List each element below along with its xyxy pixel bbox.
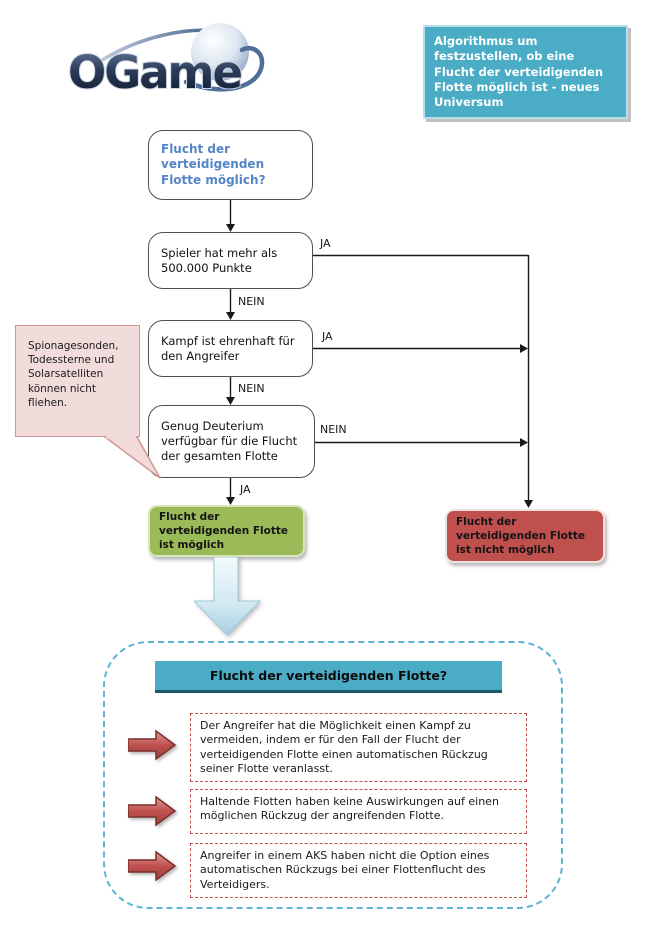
red-arrow-icon [128, 794, 178, 828]
edge-label-nein-3: NEIN [320, 423, 347, 436]
planet-ring-icon [58, 16, 283, 108]
edge-label-nein-2: NEIN [238, 382, 265, 395]
logo-text: OGame [68, 46, 241, 99]
big-down-arrow-icon [194, 557, 262, 637]
red-arrow-icon [128, 849, 178, 883]
bullet-item: Der Angreifer hat die Möglichkeit einen Kampf zu vermeiden, indem er für den Fall der Flucht der verteidigenden Flotte einen automatischen Rückzug seiner Flotte veranlasst. [190, 713, 527, 782]
bullet-item: Haltende Flotten haben keine Auswirkungen auf einen möglichen Rückzug der angreifenden Flotte. [190, 789, 527, 834]
note-callout-tail [100, 436, 175, 481]
result-not-possible-box: Flucht der verteidigenden Flotte ist nicht möglich [445, 509, 605, 563]
decision-honor-node: Kampf ist ehrenhaft für den Angreifer [148, 320, 313, 377]
edge-label-ja-1: JA [320, 237, 331, 250]
edge-label-nein-1: NEIN [238, 295, 265, 308]
edge-label-ja-2: JA [322, 330, 333, 343]
decision-points-node: Spieler hat mehr als 500.000 Punkte [148, 232, 313, 289]
details-header: Flucht der verteidigenden Flotte? [155, 661, 502, 693]
ogame-logo [58, 16, 283, 108]
note-callout: Spionagesonden, Todessterne und Solarsatelliten können nicht fliehen. [15, 325, 140, 437]
algorithm-title-box: Algorithmus um festzustellen, ob eine Flucht der verteidigenden Flotte möglich ist - neues Universum [423, 25, 628, 119]
start-node: Flucht der verteidigenden Flotte möglich? [148, 130, 313, 200]
result-possible-box: Flucht der verteidigenden Flotte ist möglich [148, 505, 305, 557]
red-arrow-icon [128, 728, 178, 762]
decision-deuterium-node: Genug Deuterium verfügbar für die Flucht der gesamten Flotte [148, 405, 315, 478]
bullet-item: Angreifer in einem AKS haben nicht die Option eines automatischen Rückzugs bei einer Flottenflucht des Verteidigers. [190, 843, 527, 898]
edge-label-ja-3: JA [240, 483, 251, 496]
